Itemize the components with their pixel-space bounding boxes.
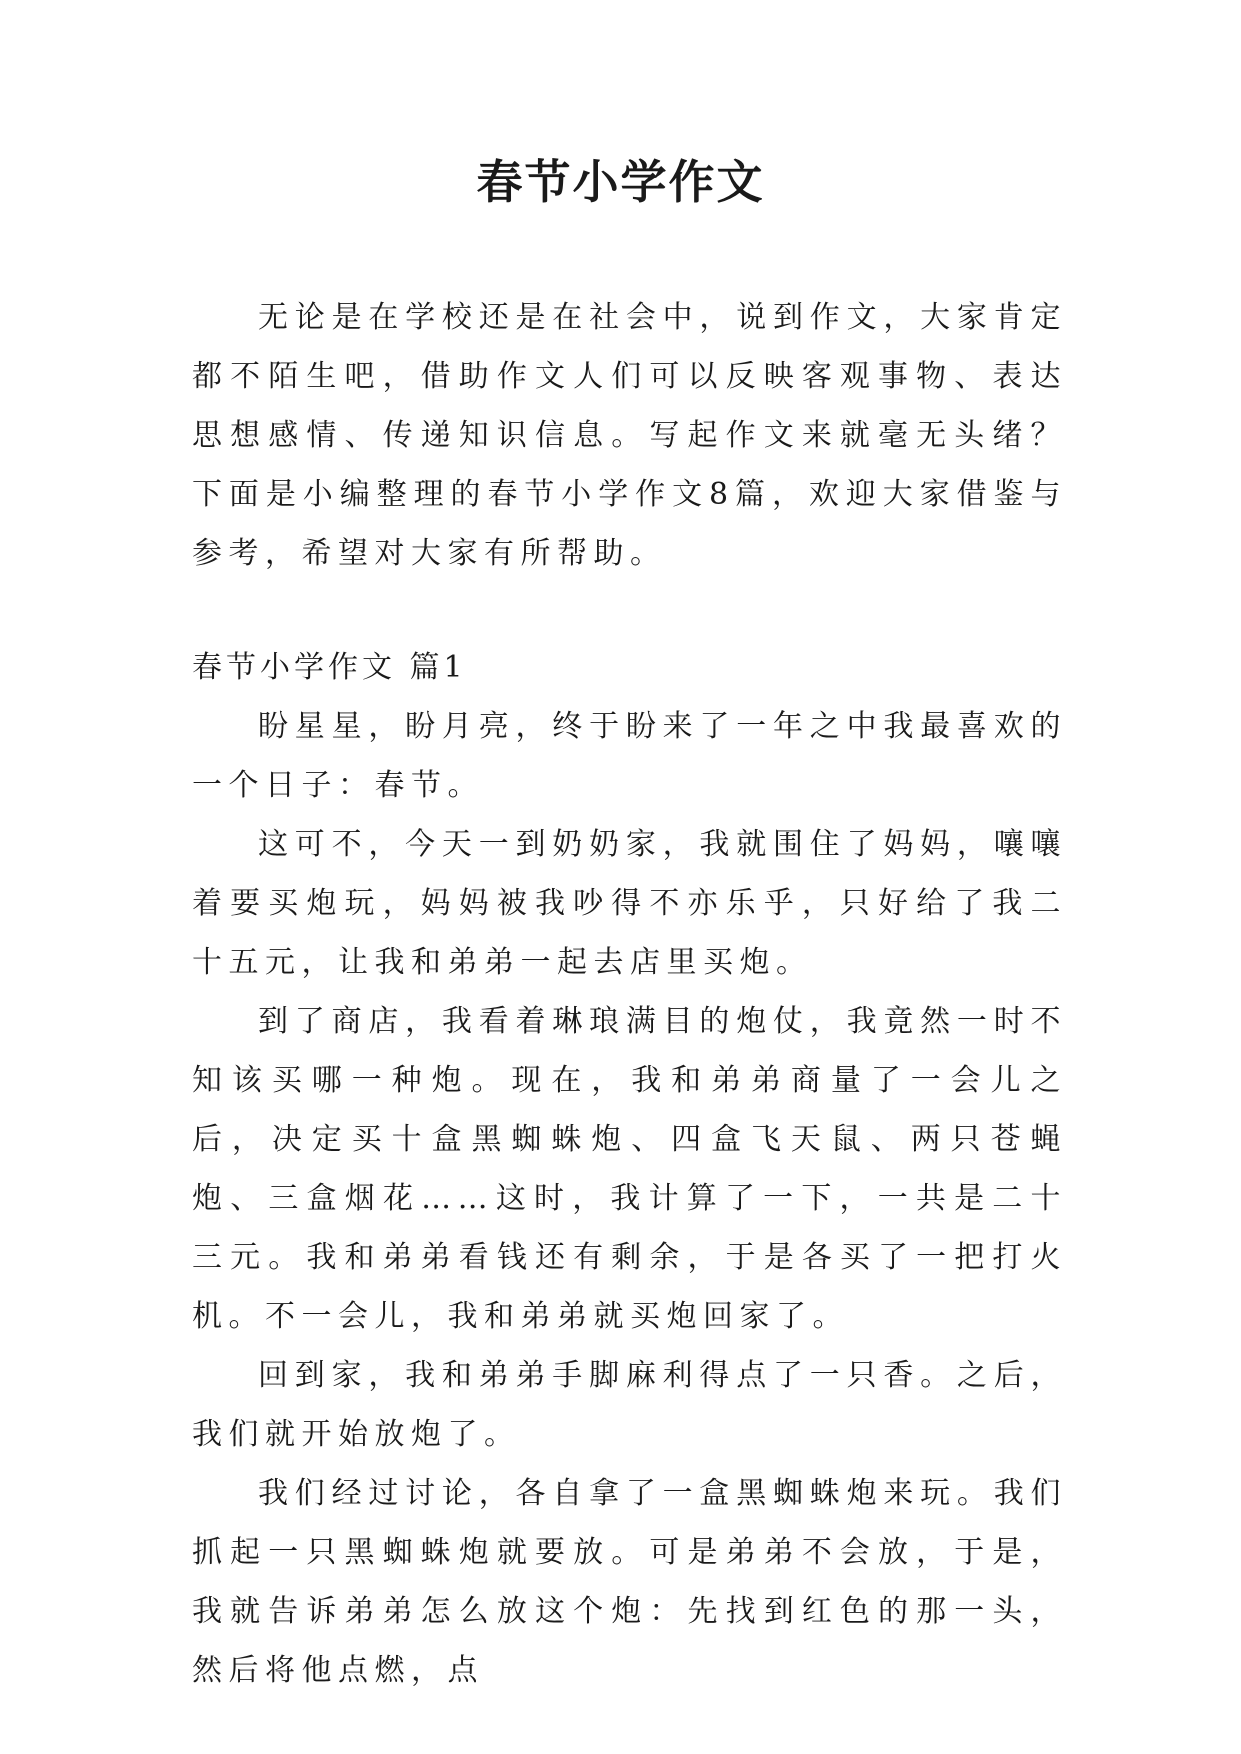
body-paragraph: 到了商店，我看着琳琅满目的炮仗，我竟然一时不知该买哪一种炮。现在，我和弟弟商量了一会儿之后，决定买十盒黑蜘蛛炮、四盒飞天鼠、两只苍蝇炮、三盒烟花……这时，我计算了一下，一共是二十三元。我和弟弟看钱还有剩余，于是各买了一把打火机。不一会儿，我和弟弟就买炮回家了。 [192,1004,1067,1334]
body-paragraph: 这可不，今天一到奶奶家，我就围住了妈妈，嚷嚷着要买炮玩，妈妈被我吵得不亦乐乎，只好给了我二十五元，让我和弟弟一起去店里买炮。 [192,827,1067,980]
body-paragraph: 盼星星，盼月亮，终于盼来了一年之中我最喜欢的一个日子：春节。 [192,709,1067,803]
intro-paragraph: 无论是在学校还是在社会中，说到作文，大家肯定都不陌生吧，借助作文人们可以反映客观事物、表达思想感情、传递知识信息。写起作文来就毫无头绪？下面是小编整理的春节小学作文8篇，欢迎大家借鉴与参考，希望对大家有所帮助。 [192,300,1067,571]
document-body [192,288,1067,1700]
body-paragraph: 回到家，我和弟弟手脚麻利得点了一只香。之后，我们就开始放炮了。 [192,1358,1067,1452]
document-title: 春节小学作文 [476,155,765,209]
section-heading: 春节小学作文 篇1 [192,650,467,685]
body-paragraph: 我们经过讨论，各自拿了一盒黑蜘蛛炮来玩。我们抓起一只黑蜘蛛炮就要放。可是弟弟不会放，于是，我就告诉弟弟怎么放这个炮：先找到红色的那一头，然后将他点燃，点 [192,1476,1067,1688]
